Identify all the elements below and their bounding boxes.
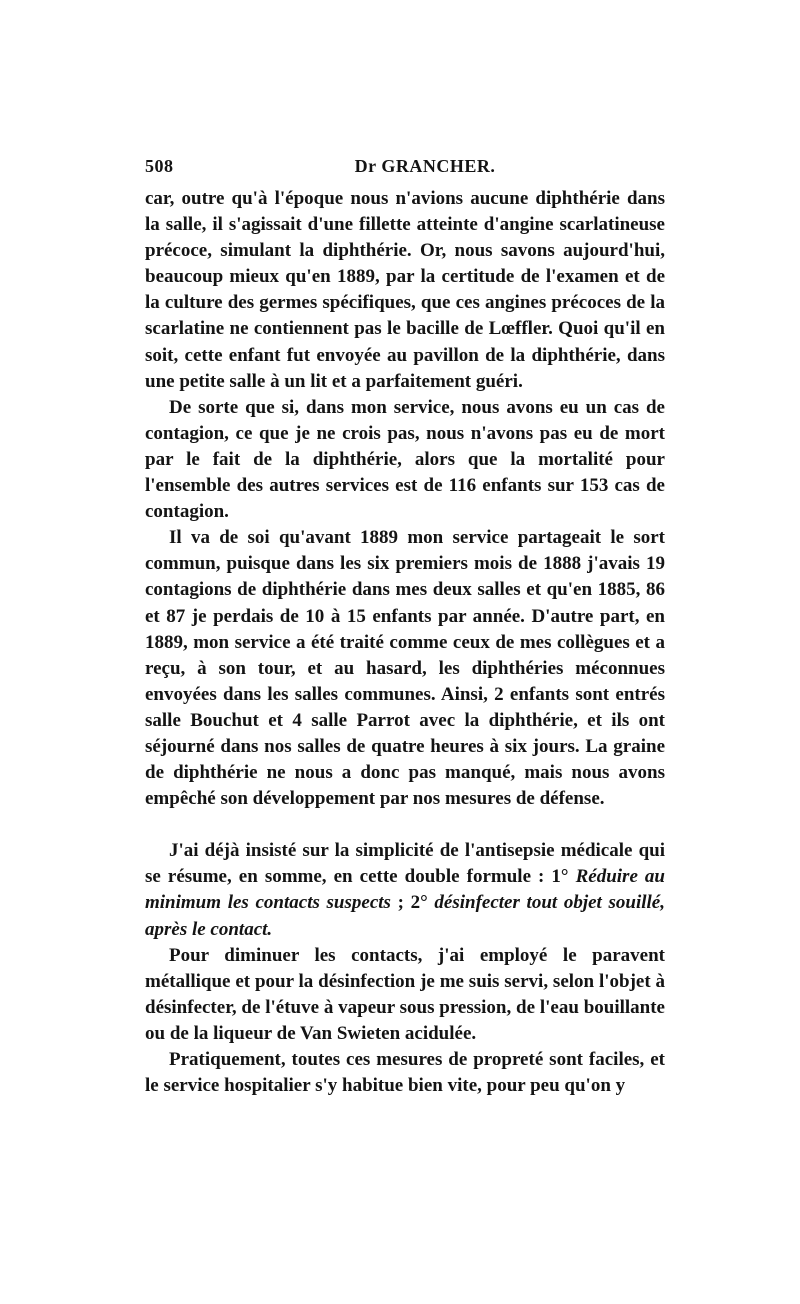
running-head: Dr GRANCHER.: [354, 156, 496, 176]
formula-intro: J'ai déjà insisté sur la simplicité de l'antisepsie médicale qui se résume, en somme, en cette double formule : 1°: [145, 840, 665, 888]
paragraph-formula: [145, 838, 665, 942]
paragraph-3: Il va de soi qu'avant 1889 mon service partageait le sort commun, puisque dans les six premiers mois de 1888 j'avais 19 contagions de diphthérie dans mes deux salles et qu'en 1885, 86 et 87 je perdais de 10 à 15 enfants par année. D'autre part, en 1889, mon service a été traité comme ceux de mes collègues et a reçu, à son tour, et au hasard, les diphthéries méconnues envoyées dans les salles communes. Ainsi, 2 enfants sont entrés salle Bouchut et 4 salle Parrot avec la diphthérie, et ils ont séjourné dans nos salles de quatre heures à six jours. La graine de diphthérie ne nous a donc pas manqué, mais nous avons empêché son développement par nos mesures de défense.: [145, 527, 665, 810]
formula-separator: ; 2°: [390, 892, 435, 914]
formula-item-2: désinfecter tout objet souillé, après le contact.: [145, 892, 665, 940]
paragraph-2: De sorte que si, dans mon service, nous avons eu un cas de contagion, ce que je ne crois pas, nous n'avons pas eu de mort par le fait de la diphthérie, alors que la mortalité pour l'ensemble des autres services est de 116 enfants sur 153 cas de contagion.: [145, 396, 665, 523]
book-page: [145, 156, 665, 1099]
page-number: 508: [145, 156, 174, 176]
paragraph-5: Pour diminuer les contacts, j'ai employé le paravent métallique et pour la désinfection je me suis servi, selon l'objet à désinfecter, de l'étuve à vapeur sous pression, de l'eau bouillante ou de la liqueur de Van Swieten acidulée.: [145, 944, 665, 1044]
formula-item-1: Réduire au minimum les contacts suspects: [145, 866, 665, 914]
page-header: [145, 156, 665, 186]
section-break: [145, 812, 665, 838]
paragraph-6: Pratiquement, toutes ces mesures de propreté sont faciles, et le service hospitalier s'y habitue bien vite, pour peu qu'on y: [145, 1049, 665, 1097]
paragraph-1: car, outre qu'à l'époque nous n'avions aucune diphthérie dans la salle, il s'agissait d'une fillette atteinte d'angine scarlatineuse précoce, simulant la diphthérie. Or, nous savons aujourd'hui, beaucoup mieux qu'en 1889, par la certitude de l'examen et de la culture des germes spécifiques, que ces angines précoces de la scarlatine ne contiennent pas le bacille de Lœffler. Quoi qu'il en soit, cette enfant fut envoyée au pavillon de la diphthérie, dans une petite salle à un lit et a parfaitement guéri.: [145, 188, 665, 392]
